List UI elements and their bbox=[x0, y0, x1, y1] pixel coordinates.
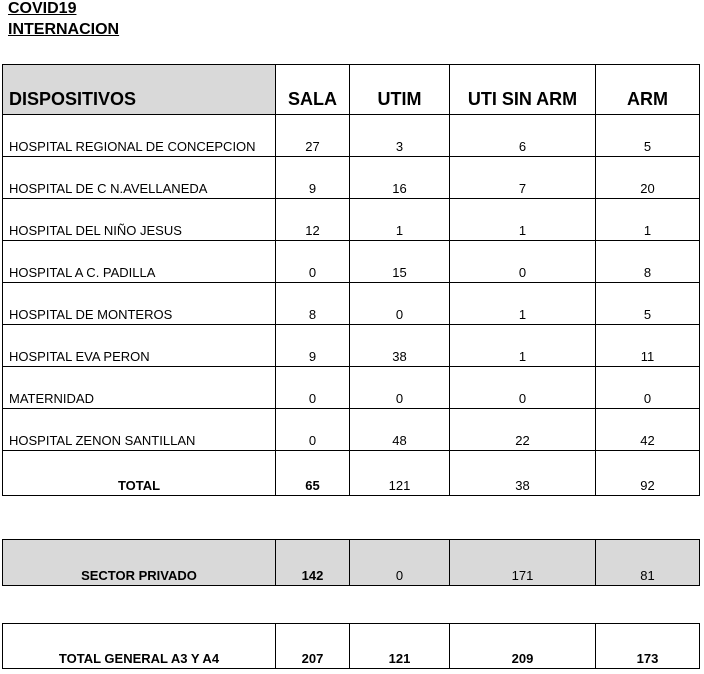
total-row bbox=[3, 451, 700, 496]
row-utim: 16 bbox=[350, 157, 450, 199]
table-row bbox=[3, 241, 700, 283]
row-sala: 9 bbox=[276, 325, 350, 367]
row-uti-sin-arm: 6 bbox=[450, 115, 596, 157]
row-sala: 27 bbox=[276, 115, 350, 157]
row-sala: 0 bbox=[276, 241, 350, 283]
row-name: HOSPITAL DE MONTEROS bbox=[3, 283, 276, 325]
row-utim: 3 bbox=[350, 115, 450, 157]
row-arm: 0 bbox=[596, 367, 700, 409]
header-arm: ARM bbox=[596, 65, 700, 115]
row-utim: 38 bbox=[350, 325, 450, 367]
row-name: HOSPITAL ZENON SANTILLAN bbox=[3, 409, 276, 451]
grand-total-row bbox=[3, 624, 700, 669]
row-name: HOSPITAL DEL NIÑO JESUS bbox=[3, 199, 276, 241]
header-utim: UTIM bbox=[350, 65, 450, 115]
total-utim: 121 bbox=[350, 451, 450, 496]
row-sala: 8 bbox=[276, 283, 350, 325]
row-name: HOSPITAL EVA PERON bbox=[3, 325, 276, 367]
row-arm: 20 bbox=[596, 157, 700, 199]
row-arm: 8 bbox=[596, 241, 700, 283]
row-uti-sin-arm: 7 bbox=[450, 157, 596, 199]
row-name: HOSPITAL REGIONAL DE CONCEPCION bbox=[3, 115, 276, 157]
row-uti-sin-arm: 1 bbox=[450, 199, 596, 241]
row-name: HOSPITAL DE C N.AVELLANEDA bbox=[3, 157, 276, 199]
row-sala: 0 bbox=[276, 409, 350, 451]
heading-internacion: INTERNACION bbox=[8, 21, 120, 38]
private-arm: 81 bbox=[596, 540, 700, 586]
row-uti-sin-arm: 0 bbox=[450, 241, 596, 283]
table-row bbox=[3, 115, 700, 157]
grand-uti-sin-arm: 209 bbox=[450, 624, 596, 669]
row-utim: 15 bbox=[350, 241, 450, 283]
table-row bbox=[3, 157, 700, 199]
row-utim: 1 bbox=[350, 199, 450, 241]
table-row bbox=[3, 199, 700, 241]
row-arm: 5 bbox=[596, 283, 700, 325]
table-row bbox=[3, 283, 700, 325]
table-row bbox=[3, 325, 700, 367]
header-sala: SALA bbox=[276, 65, 350, 115]
row-sala: 12 bbox=[276, 199, 350, 241]
table-row bbox=[3, 409, 700, 451]
row-sala: 0 bbox=[276, 367, 350, 409]
row-arm: 1 bbox=[596, 199, 700, 241]
row-name: MATERNIDAD bbox=[3, 367, 276, 409]
row-utim: 48 bbox=[350, 409, 450, 451]
row-uti-sin-arm: 22 bbox=[450, 409, 596, 451]
table-header-row bbox=[3, 65, 700, 115]
private-uti-sin-arm: 171 bbox=[450, 540, 596, 586]
private-sala: 142 bbox=[276, 540, 350, 586]
row-uti-sin-arm: 0 bbox=[450, 367, 596, 409]
header-dispositivos: DISPOSITIVOS bbox=[3, 65, 276, 115]
table-row bbox=[3, 367, 700, 409]
row-arm: 42 bbox=[596, 409, 700, 451]
row-arm: 11 bbox=[596, 325, 700, 367]
row-name: HOSPITAL A C. PADILLA bbox=[3, 241, 276, 283]
grand-arm: 173 bbox=[596, 624, 700, 669]
grand-total-label: TOTAL GENERAL A3 Y A4 bbox=[3, 624, 276, 669]
internacion-table bbox=[2, 64, 700, 496]
private-sector-label: SECTOR PRIVADO bbox=[3, 540, 276, 586]
row-utim: 0 bbox=[350, 283, 450, 325]
grand-total-table bbox=[2, 623, 700, 669]
total-sala: 65 bbox=[276, 451, 350, 496]
row-utim: 0 bbox=[350, 367, 450, 409]
private-sector-row bbox=[3, 540, 700, 586]
row-uti-sin-arm: 1 bbox=[450, 325, 596, 367]
total-arm: 92 bbox=[596, 451, 700, 496]
row-sala: 9 bbox=[276, 157, 350, 199]
private-utim: 0 bbox=[350, 540, 450, 586]
grand-sala: 207 bbox=[276, 624, 350, 669]
heading-covid19: COVID19 bbox=[8, 0, 77, 17]
total-uti-sin-arm: 38 bbox=[450, 451, 596, 496]
total-label: TOTAL bbox=[3, 451, 276, 496]
header-uti-sin-arm: UTI SIN ARM bbox=[450, 65, 596, 115]
row-uti-sin-arm: 1 bbox=[450, 283, 596, 325]
private-sector-table bbox=[2, 539, 700, 586]
grand-utim: 121 bbox=[350, 624, 450, 669]
row-arm: 5 bbox=[596, 115, 700, 157]
